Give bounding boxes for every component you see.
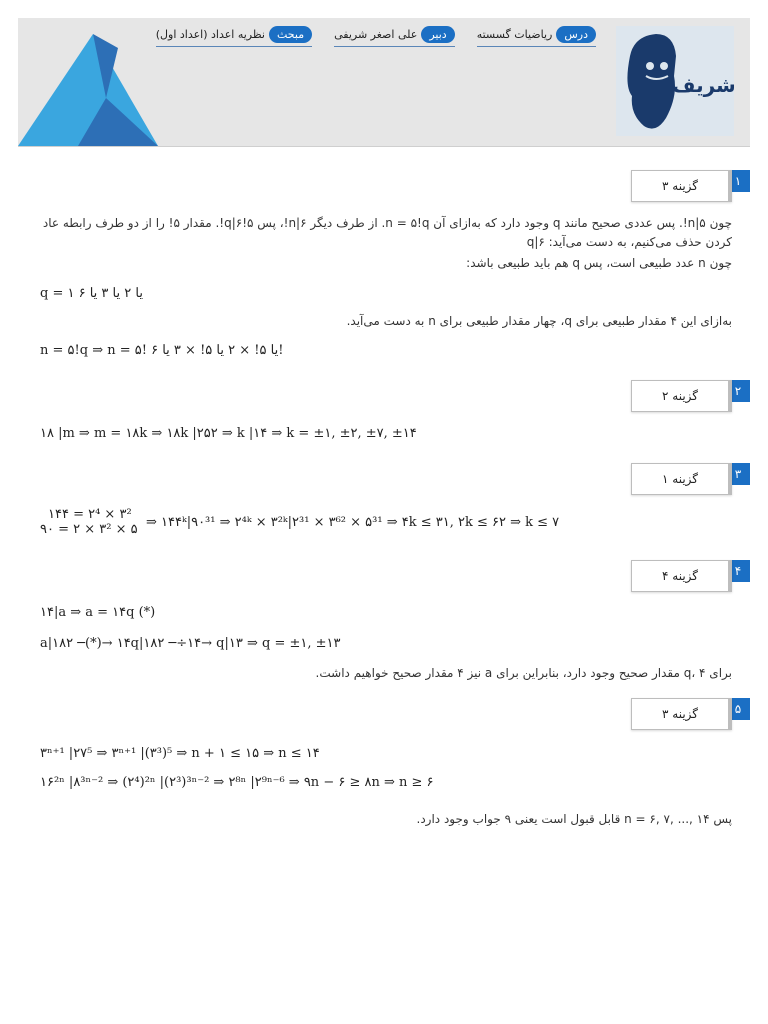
page-header [18, 18, 750, 147]
course-label: درس [556, 26, 596, 43]
q1-note: چون n عدد طبیعی است، پس q هم باید طبیعی باشد: [466, 256, 732, 270]
teacher-field [334, 26, 455, 47]
topic-field [156, 26, 312, 47]
q2-equation: ۱۸ |m ⇒ m = ۱۸k ⇒ ۱۸k |۲۵۲ ⇒ k |۱۴ ⇒ k = ±۱, ±۲, ±۷, ±۱۴ [40, 426, 417, 441]
teacher-value: علی اصغر شریفی [334, 28, 418, 41]
meta-row [156, 26, 596, 47]
q5-equation-1: ۳ⁿ⁺¹ |۲۷⁵ ⇒ ۳ⁿ⁺¹ |(۳³)⁵ ⇒ n + ۱ ≤ ۱۵ ⇒ n ≤ ۱۴ [40, 746, 320, 761]
q1-explanation: چون n|۵!. پس عددی صحیح مانند q وجود دارد که به‌ازای آن n = ۵!q. از طرف دیگر n|۶!، پس ۵!q|۶!. مقدار ۵! را از دو طرف رابطه عاد کردن حذف می‌کنیم، به دست می‌آید: q|۶ [42, 216, 732, 249]
q3-factor-144: ۱۴۴ = ۲⁴ × ۳² [48, 507, 132, 522]
decorative-triangles [18, 18, 178, 146]
q1-equation-q: q = ۱ یا ۲ یا ۳ یا ۶ [40, 286, 143, 301]
q1-equation-n: n = ۵!q ⇒ n = ۵! یا ۵! × ۲ یا ۵! × ۳ یا ۶! [40, 343, 284, 358]
q4-conclusion: برای q، ۴ مقدار صحیح وجود دارد، بنابراین برای a نیز ۴ مقدار صحیح خواهیم داشت. [315, 666, 732, 680]
q4-equation-a: ۱۴|a ⇒ a = ۱۴q (*) [40, 605, 156, 620]
sharif-logo [616, 26, 734, 136]
q4-derivation: a|۱۸۲ ─(*)→ ۱۴q|۱۸۲ ─÷۱۴→ q|۱۳ ⇒ q = ±۱, ±۱۳ [40, 636, 341, 651]
topic-value: نظریه اعداد (اعداد اول) [155, 28, 265, 41]
question-number-5: ۵ [726, 698, 750, 720]
q3-factor-90: ۹۰ = ۲ × ۳² × ۵ [40, 522, 138, 537]
question-number-4: ۴ [726, 560, 750, 582]
answer-box-3: گزینه ۱ [631, 463, 732, 495]
question-number-3: ۳ [726, 463, 750, 485]
course-field [477, 26, 596, 47]
answer-box-1: گزینه ۳ [631, 170, 732, 202]
answer-box-2: گزینه ۲ [631, 380, 732, 412]
answer-box-5: گزینه ۳ [631, 698, 732, 730]
answer-box-4: گزینه ۴ [631, 560, 732, 592]
teacher-label: دبیر [421, 26, 454, 43]
question-number-2: ۲ [726, 380, 750, 402]
q5-equation-2: ۱۶²ⁿ |۸³ⁿ⁻² ⇒ (۲⁴)²ⁿ |(۲³)³ⁿ⁻² ⇒ ۲⁸ⁿ |۲⁹ⁿ⁻⁶ ⇒ ۹n − ۶ ≥ ۸n ⇒ n ≥ ۶ [40, 775, 434, 790]
q3-derivation: ⇒ ۱۴۴ᵏ|۹۰³¹ ⇒ ۲⁴ᵏ × ۳²ᵏ|۲³¹ × ۳⁶² × ۵³¹ ⇒ ۴k ≤ ۳۱, ۲k ≤ ۶۲ ⇒ k ≤ ۷ [146, 515, 560, 530]
logo-text: شریف [672, 73, 734, 97]
topic-label: مبحث [269, 26, 312, 43]
question-number-1: ۱ [726, 170, 750, 192]
q5-conclusion: پس n = ۶, ۷, ..., ۱۴ قابل قبول است یعنی ۹ جواب وجود دارد. [416, 812, 732, 826]
course-value: ریاضیات گسسته [476, 28, 553, 41]
q1-conclusion: به‌ازای این ۴ مقدار طبیعی برای q، چهار مقدار طبیعی برای n به دست می‌آید. [346, 314, 732, 328]
